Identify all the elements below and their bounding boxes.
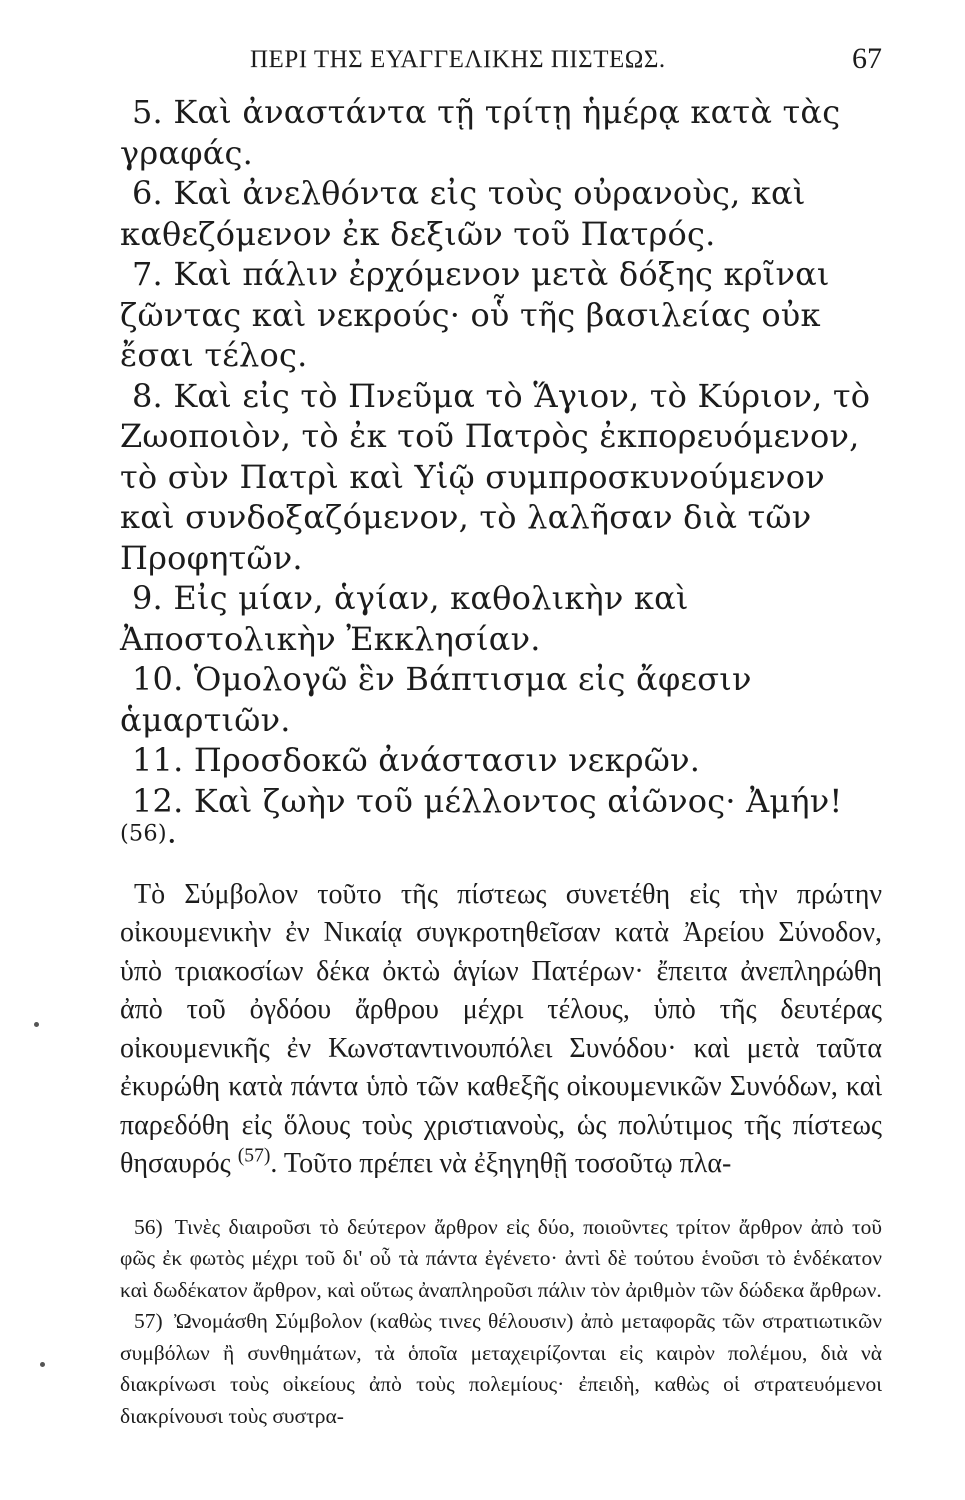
article-text: Καὶ πάλιν ἐρχόμενον μετὰ δόξης κρῖναι ζῶντας καὶ νεκρούς· οὗ τῆς βασιλείας οὐκ ἔσαι τέλος.	[120, 255, 830, 374]
footnote-number: 57)	[134, 1309, 163, 1333]
article-number: 9.	[132, 579, 163, 617]
article-text: Προσδοκῶ ἀνάστασιν νεκρῶν.	[193, 741, 701, 779]
book-page	[120, 42, 882, 1432]
commentary-paragraph	[120, 876, 882, 1184]
margin-speck	[34, 1022, 39, 1027]
footnote-text: Τινὲς διαιροῦσι τὸ δεύτερον ἄρθρον εἰς δύο, ποιοῦντες τρίτον ἄρθρον ἀπὸ τοῦ φῶς ἐκ φωτὸς μέχρι τοῦ δι' οὗ τὰ πάντα ἐγένετο· ἀντὶ δὲ τούτου ἑνοῦσι τὸ ἑνδέκατον καὶ δωδέκατον ἄρθρον, καὶ οὕτως ἀναπληροῦσι πάλιν τὸν ἀριθμὸν τῶν δώδεκα ἄρθρων.	[120, 1214, 882, 1302]
footnote-number: 56)	[134, 1214, 163, 1239]
article-text: Ὁμολογῶ ἓν Βάπτισμα εἰς ἄφεσιν ἁμαρτιῶν.	[120, 660, 752, 739]
article-trailing-mark: ·	[166, 822, 178, 860]
creed-article-12	[120, 781, 882, 862]
article-number: 10.	[132, 660, 184, 698]
article-number: 5.	[132, 93, 163, 131]
article-number: 12.	[132, 781, 184, 820]
footnote-56	[120, 1212, 882, 1307]
article-text: Καὶ εἰς τὸ Πνεῦμα τὸ Ἅγιον, τὸ Κύριον, τὸ Ζωοποιὸν, τὸ ἐκ τοῦ Πατρὸς ἐκπορευόμενον, τὸ σὺν Πατρὶ καὶ Υἱῷ συμπροσκυνούμενον καὶ συνδοξαζόμενον, τὸ λαλῆσαν διὰ τῶν Προφητῶν.	[120, 376, 871, 577]
creed-article-8	[120, 376, 882, 579]
page-number: 67	[852, 42, 882, 75]
footnote-57	[120, 1306, 882, 1432]
article-number: 6.	[132, 174, 163, 212]
creed-articles	[120, 92, 882, 862]
creed-article-9	[120, 578, 882, 659]
footnote-ref-57: (57)	[237, 1145, 271, 1167]
footnote-ref-56: (56)	[120, 820, 167, 847]
creed-article-5	[120, 92, 882, 173]
article-number: 8.	[132, 376, 163, 415]
creed-article-7	[120, 254, 882, 376]
article-number: 11.	[132, 741, 184, 779]
commentary-text: Τὸ Σύμβολον τοῦτο τῆς πίστεως συνετέθη εἰς τὴν πρώτην οἰκουμενικὴν ἐν Νικαίᾳ συγκροτηθεῖσαν κατὰ Ἀρείου Σύνοδον, ὑπὸ τριακοσίων δέκα ὀκτὼ ἁγίων Πατέρων· ἔπειτα ἀνεπληρώθη ἀπὸ τοῦ ὀγδόου ἄρθρου μέχρι τέλους, ὑπὸ τῆς δευτέρας οἰκουμενικῆς ἐν Κωνσταντινουπόλει Συνόδου· καὶ μετὰ ταῦτα ἐκυρώθη κατὰ πάντα ὑπὸ τῶν καθεξῆς οἰκουμενικῶν Συνόδων, καὶ παρεδόθη εἰς ὅλους τοὺς χριστιανοὺς, ὡς πολύτιμος τῆς πίστεως θησαυρός	[120, 878, 882, 1179]
running-title: ΠΕΡΙ ΤΗΣ ΕΥΑΓΓΕΛΙΚΗΣ ΠΙΣΤΕΩΣ.	[250, 46, 666, 73]
article-text: Εἰς μίαν, ἁγίαν, καθολικὴν καὶ Ἀποστολικὴν Ἐκκλησίαν.	[120, 579, 689, 658]
footnote-text: Ὠνομάσθη Σύμβολον (καθὼς τινες θέλουσιν) ἀπὸ μεταφορᾶς τῶν στρατιωτικῶν συμβόλων ἢ συνθημάτων, τὰ ὁποῖα μεταχειρίζονται εἰς καιρὸν πολέμου, διὰ νὰ διακρίνωσι τοὺς οἰκείους ἀπὸ τοὺς πολεμίους· ἐπειδὴ, καθὼς οἱ στρατευόμενοι διακρίνουσι τοὺς συστρα-	[120, 1309, 882, 1428]
footnotes	[120, 1212, 882, 1433]
creed-article-6	[120, 173, 882, 254]
article-number: 7.	[132, 255, 163, 293]
article-text: Καὶ ζωὴν τοῦ μέλλοντος αἰῶνος· Ἀμήν!	[193, 781, 843, 820]
commentary-text-continued: . Τοῦτο πρέπει νὰ ἐξηγηθῇ τοσοῦτῳ πλα-	[270, 1148, 732, 1179]
creed-article-11	[120, 740, 882, 781]
margin-speck	[40, 1362, 45, 1367]
running-head	[120, 42, 882, 92]
article-text: Καὶ ἀνελθόντα εἰς τοὺς οὐρανοὺς, καὶ καθεζόμενον ἐκ δεξιῶν τοῦ Πατρός.	[120, 174, 806, 253]
article-text: Καὶ ἀναστάντα τῇ τρίτῃ ἡμέρᾳ κατὰ τὰς γραφάς.	[120, 93, 841, 172]
creed-article-10	[120, 659, 882, 740]
